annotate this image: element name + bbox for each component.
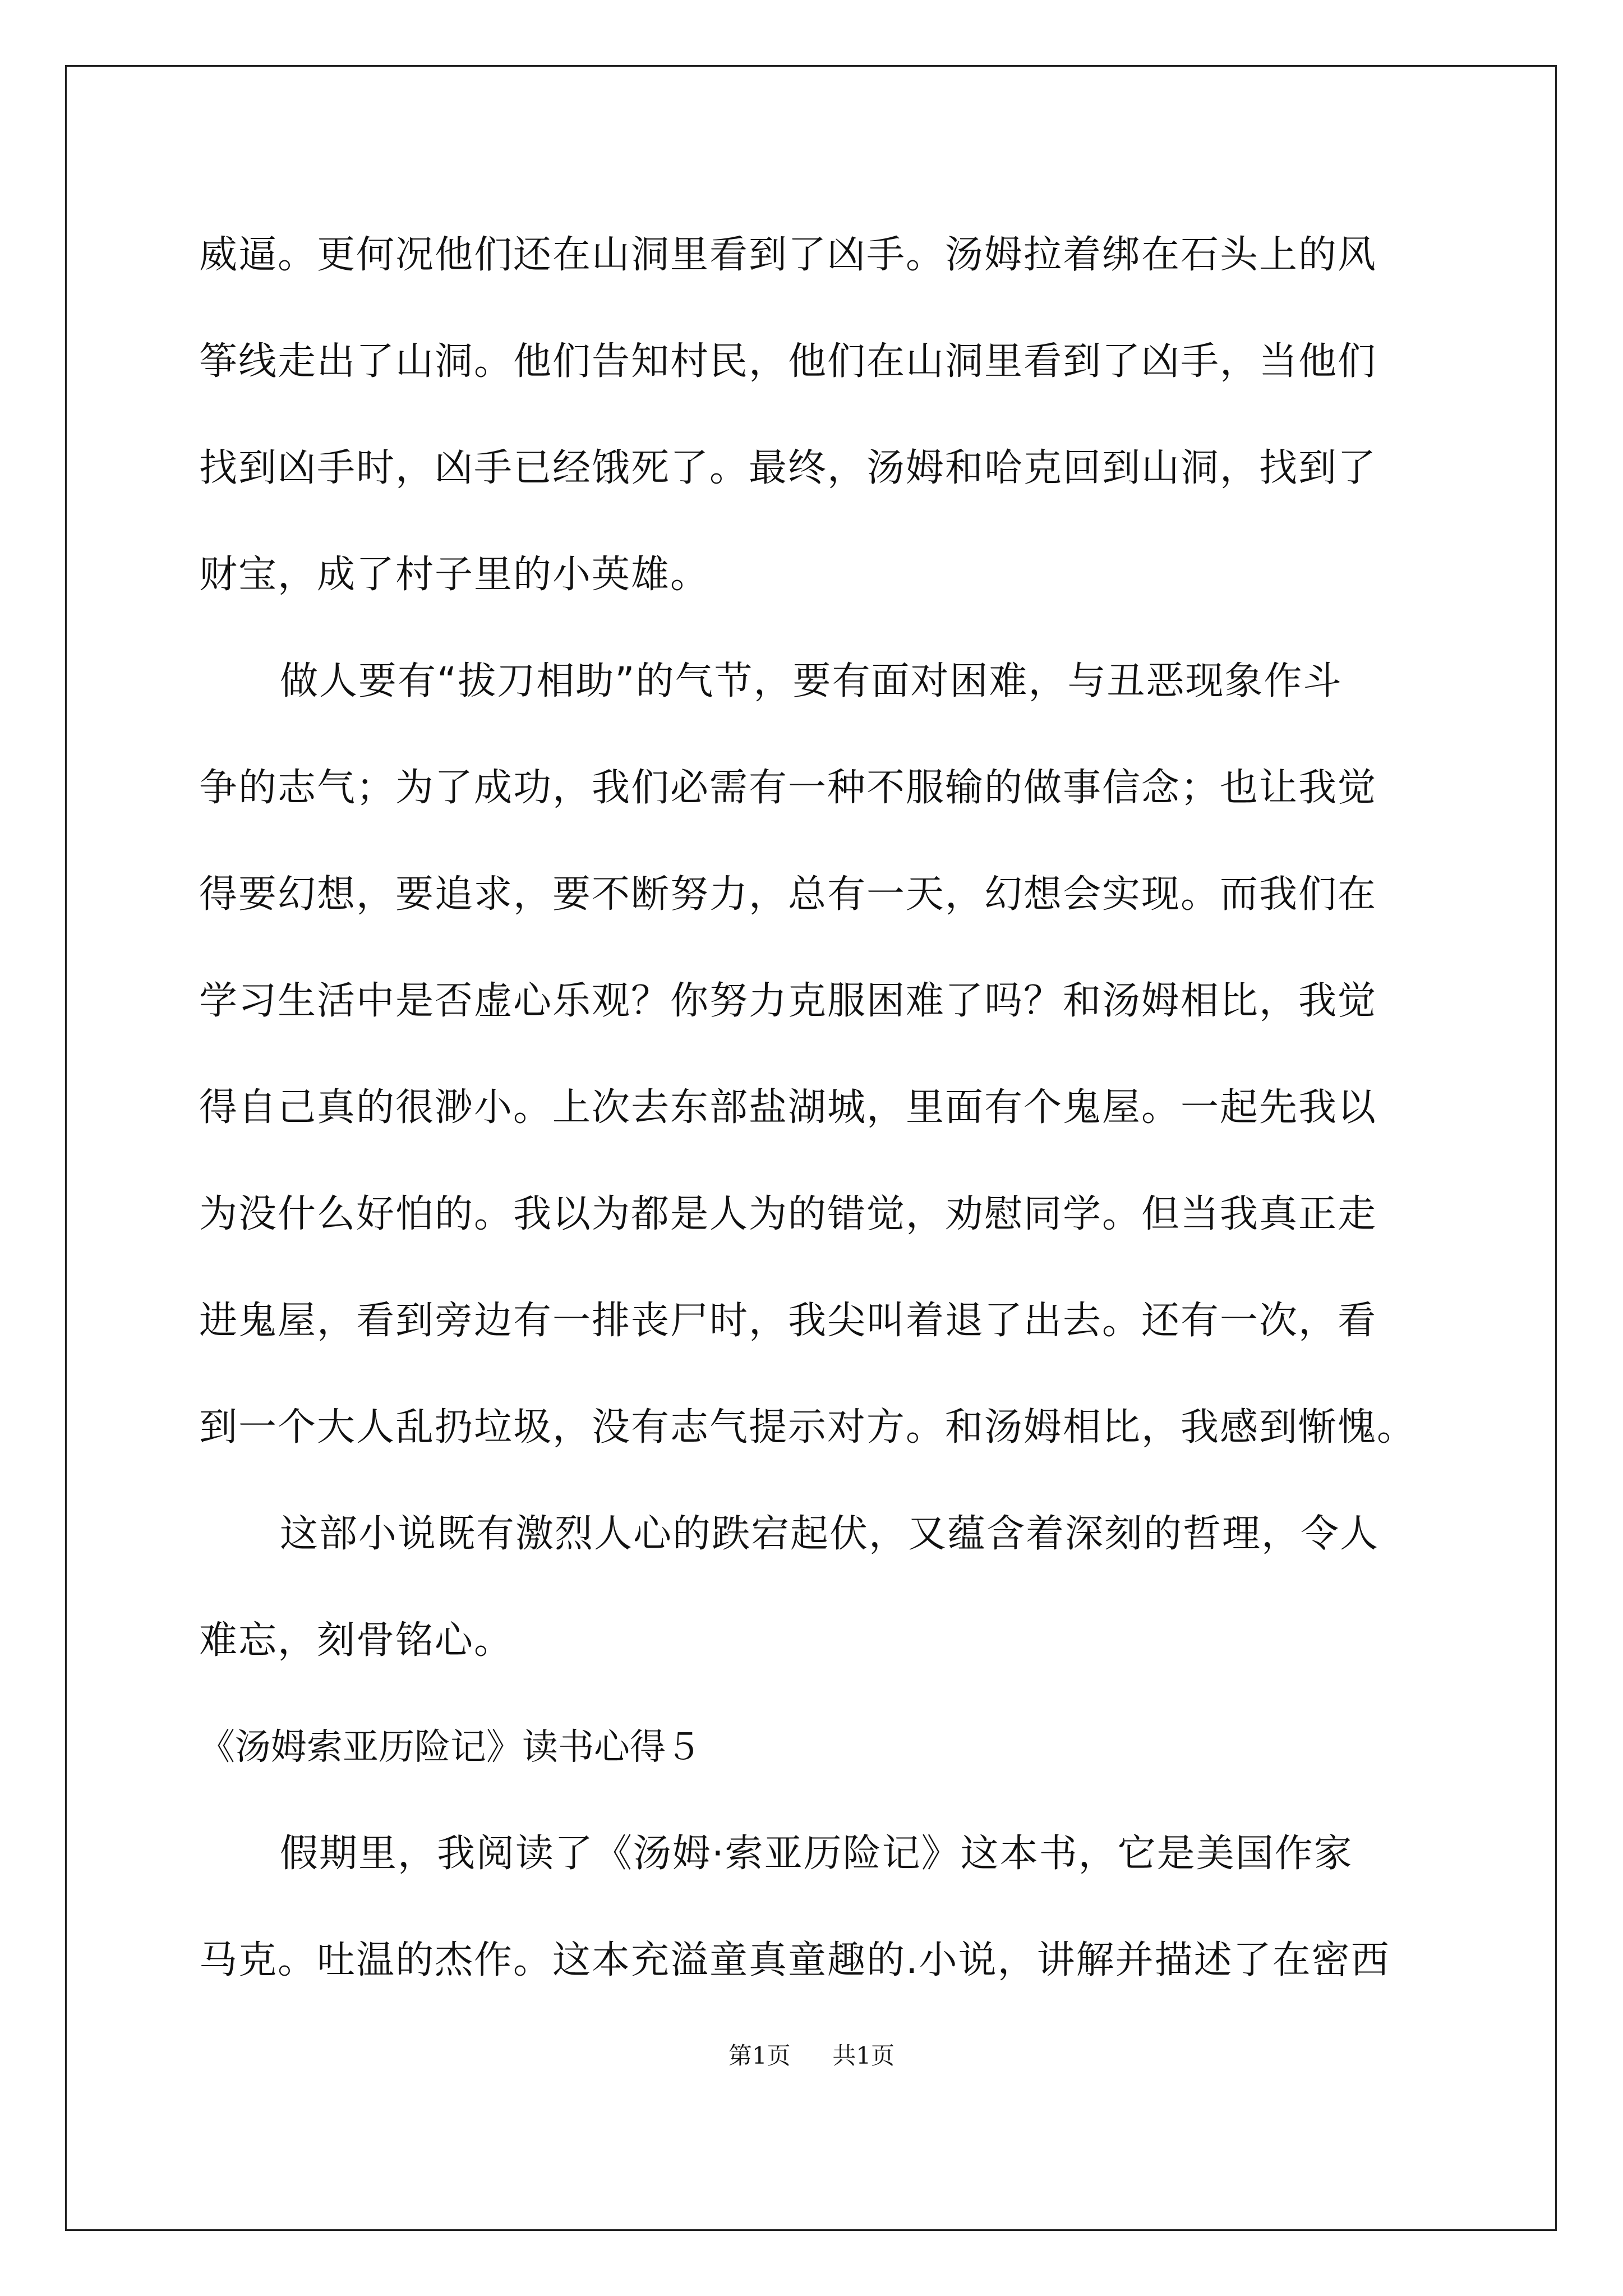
text-line: 学习生活中是否虚心乐观？你努力克服困难了吗？和汤姆相比，我觉 <box>199 979 1377 1023</box>
text-line: 威逼。更何况他们还在山洞里看到了凶手。汤姆拉着绑在石头上的风 <box>199 233 1377 277</box>
text-line: 这部小说既有激烈人心的跌宕起伏，又蕴含着深刻的哲理，令人 <box>280 1512 1380 1556</box>
section-heading: 《汤姆索亚历险记》读书心得５ <box>199 1727 702 1768</box>
document-body <box>199 202 1438 2014</box>
text-line: 筝线走出了山洞。他们告知村民，他们在山洞里看到了凶手，当他们 <box>199 339 1377 384</box>
text-line: 得要幻想，要追求，要不断努力，总有一天，幻想会实现。而我们在 <box>199 872 1377 917</box>
text-line: 到一个大人乱扔垃圾，没有志气提示对方。和汤姆相比，我感到惭愧。 <box>199 1405 1417 1450</box>
text-line: 难忘，刻骨铭心。 <box>199 1618 514 1663</box>
text-line: 争的志气；为了成功，我们必需有一种不服输的做事信念；也让我觉 <box>199 766 1377 810</box>
paragraph-3 <box>199 1481 1438 1694</box>
text-line: 找到凶手时，凶手已经饿死了。最终，汤姆和哈克回到山洞，找到了 <box>199 446 1377 490</box>
paragraph-2 <box>199 628 1438 1481</box>
text-line: 假期里，我阅读了《汤姆·索亚历险记》这本书，它是美国作家 <box>280 1832 1353 1876</box>
text-line: 进鬼屋，看到旁边有一排丧尸时，我尖叫着退了出去。还有一次，看 <box>199 1299 1377 1343</box>
text-line: 马克。吐温的杰作。这本充溢童真童趣的.小说，讲解并描述了在密西 <box>199 1938 1390 1982</box>
paragraph-4 <box>199 1801 1438 2014</box>
text-line: 做人要有“拔刀相助”的气节，要有面对困难，与丑恶现象作斗 <box>280 659 1343 703</box>
text-line: 为没什么好怕的。我以为都是人为的错觉，劝慰同学。但当我真正走 <box>199 1192 1377 1236</box>
paragraph-1 <box>199 202 1438 628</box>
text-line: 得自己真的很渺小。上次去东部盐湖城，里面有个鬼屋。一起先我以 <box>199 1085 1377 1130</box>
page-footer <box>0 2039 1623 2073</box>
page-number: 第1页 <box>728 2042 791 2069</box>
text-line: 财宝，成了村子里的小英雄。 <box>199 553 710 597</box>
page-total: 共1页 <box>832 2042 895 2069</box>
